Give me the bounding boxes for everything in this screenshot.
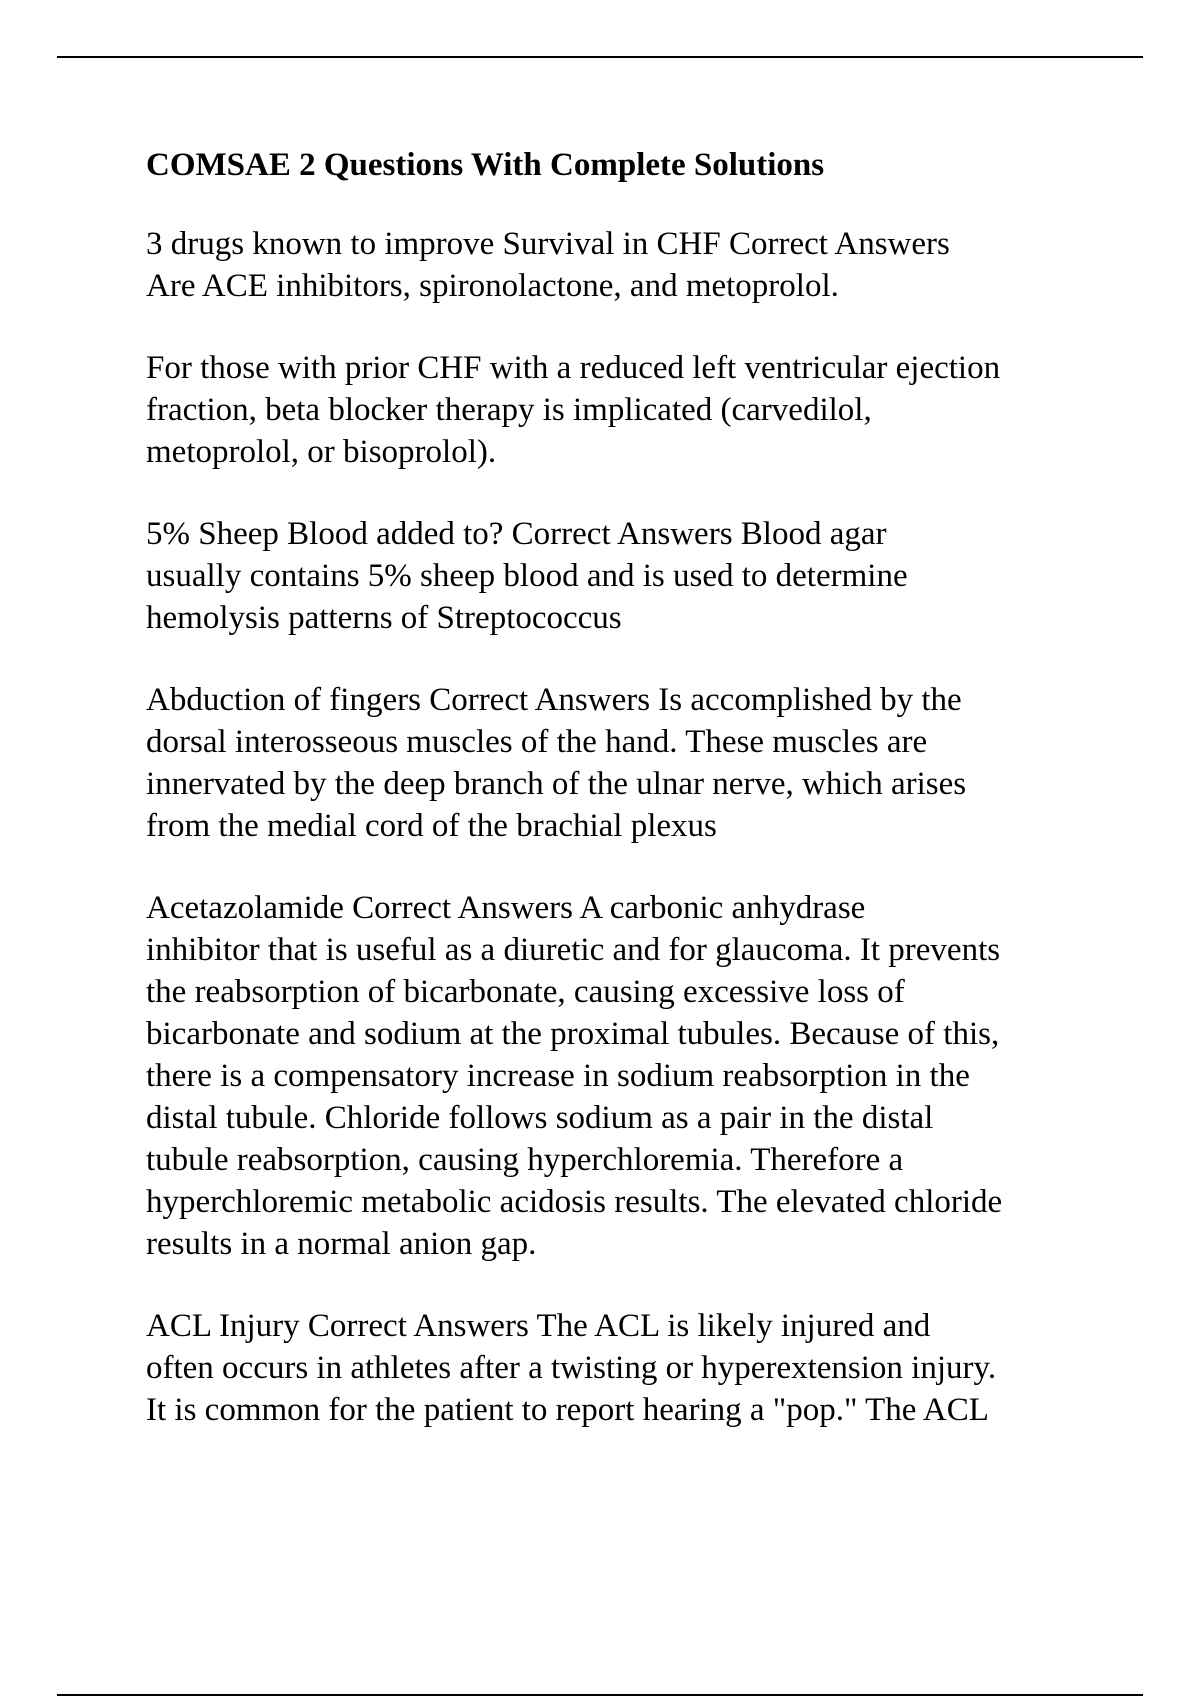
document-title: COMSAE 2 Questions With Complete Solutions (146, 147, 825, 183)
document-body (146, 143, 1096, 1431)
qa-paragraph-beta-blocker: For those with prior CHF with a reduced left ventricular ejection fraction, beta blocker therapy is implicated (carvedilol, metoprolol, or bisoprolol). (146, 350, 1001, 470)
qa-paragraph-finger-abduction: Abduction of fingers Correct Answers Is accomplished by the dorsal interosseous muscles of the hand. These muscles are innervated by the deep branch of the ulnar nerve, which arises from the medial cord of the brachial plexus (146, 682, 967, 844)
qa-paragraph-sheep-blood: 5% Sheep Blood added to? Correct Answers Blood agar usually contains 5% sheep blood and is used to determine hemolysis patterns of Streptococcus (146, 516, 908, 636)
top-divider (57, 56, 1143, 58)
qa-paragraph-acetazolamide: Acetazolamide Correct Answers A carbonic anhydrase inhibitor that is useful as a diuretic and for glaucoma. It prevents the reabsorption of bicarbonate, causing excessive loss of bicarbonate and sodium at the proximal tubules. Because of this, there is a compensatory increase in sodium reabsorption in the distal tubule. Chloride follows sodium as a pair in the distal tubule reabsorption, causing hyperchloremia. Therefore a hyperchloremic metabolic acidosis results. The elevated chloride results in a normal anion gap. (146, 890, 1003, 1262)
bottom-divider (57, 1694, 1143, 1696)
qa-paragraph-chf-drugs: 3 drugs known to improve Survival in CHF Correct Answers Are ACE inhibitors, spironolactone, and metoprolol. (146, 226, 950, 304)
qa-paragraph-acl-injury: ACL Injury Correct Answers The ACL is likely injured and often occurs in athletes after a twisting or hyperextension injury. It is common for the patient to report hearing a "pop." The ACL (146, 1308, 997, 1428)
